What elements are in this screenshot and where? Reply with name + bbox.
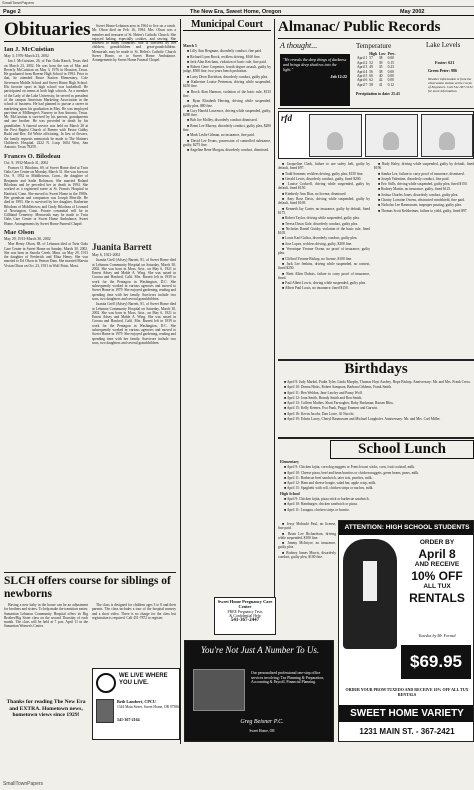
quote-text: "He reveals the deep things of darkness and brings deep shadows into the light."	[283, 57, 347, 72]
obituary-col-1	[4, 44, 88, 569]
accounting-firm: Greg Beisner P.C.	[240, 719, 284, 725]
birthdays-list	[280, 380, 474, 436]
record-entry: ■ Todd Sommer, reckless driving, guilty plea, $150 fine.	[282, 171, 364, 176]
court-entry: ■ David Lee Evans, possession of controlled substance, guilty, $275 fine.	[183, 138, 271, 147]
tuxedo-figure-shirt	[363, 561, 377, 601]
lake-label: Lake Levels	[426, 41, 461, 49]
birthdays-title: Birthdays	[344, 361, 408, 377]
slch-headline: SLCH offers course for siblings of newborns	[4, 575, 171, 600]
temp-cell: 49	[369, 65, 373, 70]
record-entry: ■ Charity Lorraine Owens, obstructed windshield, fine paid.	[378, 198, 465, 203]
tuxedo-store: SWEET HOME VARIETY	[339, 705, 474, 722]
thought-label: A thought...	[280, 41, 318, 50]
lunch-section-label: High School	[280, 491, 300, 496]
temp-cell: 41	[378, 82, 383, 87]
divider	[278, 437, 474, 439]
record-entry: ■ Nicholas Lee Rasmussen, improper passing, guilty plea.	[378, 203, 462, 208]
lunch-items	[280, 497, 474, 512]
temp-cell: 52	[369, 60, 373, 65]
record-entry: ■ Paul Albert Lewis, driving while suspended, guilty plea.	[282, 281, 366, 286]
tuxedo-offer-line: 10% OFF	[411, 569, 463, 583]
temp-cell: 0.00	[387, 69, 394, 74]
court-entry: ■ Robert Gene Carpenter, fourth degree assault, guilty by judge, $500 fine, two years bench probation.	[183, 65, 271, 74]
temp-cell: 58	[369, 82, 373, 87]
birthday-entries	[280, 380, 474, 421]
lunch-entry: ■ April 9: Chicken fajita, corn dog nuggets or French toast sticks, corn, fruit cocktail, milk.	[284, 465, 416, 470]
court-entry: ■ Richard Lynn Brock, reckless driving, $160 fine.	[187, 54, 261, 59]
temp-cell: 40	[378, 74, 383, 79]
record-entry: ■ Amy Rose Davis, driving while suspended, guilty by default, fined $169.	[278, 197, 370, 206]
pregnancy-center-name: Sweet Home Pregnancy Care Center	[217, 599, 273, 609]
record-entry: ■ Joshua Charles Jones, disorderly conduct, guilty plea.	[378, 192, 459, 197]
insurance-headline: WE LIVE WHERE YOU LIVE.	[119, 673, 168, 686]
court-col-2	[278, 522, 336, 636]
court-entry: ■ Rodney James Morris, disorderly conduct, guilty plea, $100 fine.	[278, 550, 336, 560]
record-entry: ■ Clifford Yvonne Bishop, no license, $100 fine.	[282, 256, 353, 261]
obituary-dates: May 29, 1913-March 30, 2002	[4, 236, 51, 241]
court-list	[183, 49, 271, 152]
record-entry: ■ Jose Lopez, reckless driving, guilty, $200 fine.	[282, 241, 353, 246]
court-entry: ■ Jessy Mokashi Paul, no license, fine paid.	[278, 522, 336, 531]
record-entry: ■ Brett Allen Dubois, failure to carry proof of insurance, fined.	[278, 271, 370, 280]
court-entry: ■ Brock Alan Harmon, violation of the basic rule, $135 fine.	[183, 89, 271, 98]
precip-line: Precipitation to date: 25.43	[356, 92, 400, 96]
court-entry: ■ Jack Alan Ketcham, violation of basic rule, fine paid.	[187, 59, 267, 64]
lake-note: Weather information is from the observation station at the Corps of Engineers. Call 541-367-5132 for more information.	[428, 77, 473, 93]
tuxedo-address: 1231 MAIN ST. - 367-2421	[359, 727, 455, 736]
comic-figure	[439, 132, 455, 150]
temp-cell: April 5	[357, 74, 368, 79]
quote-reference: Job 12:22	[330, 74, 347, 79]
temp-cell: April 4	[357, 69, 368, 74]
insurance-address: 1344 Main Street, Sweet Home, OR 97386	[117, 705, 179, 709]
temp-cell: 0.15	[387, 60, 394, 65]
temp-cell: April 7	[357, 82, 368, 87]
obituary-name: Frances O. Bilodeau	[4, 152, 61, 160]
record-entry: ■ Kimberly Ann Dias, no license, dismissed.	[282, 191, 347, 196]
rfd-strip	[278, 111, 474, 159]
temp-cell: 57	[369, 56, 373, 61]
pregnancy-center-line: & Confidential Help	[229, 614, 261, 618]
lunch-entry: ■ April 11: Barbecue beef sandwich, tater tots, peaches, milk.	[284, 475, 373, 480]
record-entry: ■ Albert Paul Louis, no insurance, fined $150.	[282, 286, 349, 291]
issue-date: May 2002	[400, 9, 425, 15]
record-entry: ■ Sandra Lee, failure to carry proof of insurance, dismissed.	[378, 171, 465, 176]
record-entry: ■ Veronique Yvonne Ocean, no proof of insurance, guilty plea.	[278, 247, 370, 256]
juanita-obituary	[92, 240, 176, 568]
record-entry: ■ Gerald Lewis, disorderly conduct, guilty, fined $200.	[282, 176, 362, 181]
obituary-name: Ian J. McCuistian	[4, 46, 55, 53]
record-entry: ■ Kenneth Jay Carter, no insurance, guilty by default, fined $175.	[278, 206, 370, 215]
lunch-items	[280, 465, 474, 490]
record-entry: ■ Louis Karl Galica, disorderly conduct, guilty plea.	[282, 236, 358, 241]
records-list	[278, 162, 370, 291]
temp-cell: 35	[378, 65, 383, 70]
column-rule	[274, 19, 275, 597]
temp-cell: April 2	[357, 60, 368, 65]
slch-text-2	[92, 603, 176, 665]
court-list	[278, 522, 336, 559]
obituary-name: Mae Olson	[4, 228, 35, 236]
tuxedo-ad	[338, 520, 474, 742]
insurance-ad	[92, 668, 180, 740]
obituaries-title: Obituaries	[4, 19, 178, 42]
quote-box	[280, 54, 350, 106]
tuxedo-price-box	[401, 645, 471, 679]
tuxedo-offer	[401, 539, 473, 605]
record-entry: ■ Nicholas Daniel Guidry, violation of the basic rule, fined $105.	[278, 226, 370, 236]
thanks-box	[4, 697, 88, 737]
tuxedo-offer-line: ORDER BY	[419, 539, 455, 546]
tuxedo-price: $69.95	[410, 652, 462, 671]
tuxedo-offer-line: ALL TUX	[423, 583, 451, 590]
temp-cell: April 6	[357, 78, 368, 83]
divider	[278, 108, 474, 109]
comic-figure	[327, 132, 343, 150]
court-entry: ■ Brent Lee Murray, disorderly conduct, guilty plea, $200 fine.	[183, 123, 271, 133]
court-entry: ■ Katherine Louise Peterman, driving while suspended, $250 fine.	[183, 80, 271, 89]
court-col-1	[183, 44, 271, 594]
obituary-dates: May 6, 1921-2002	[92, 253, 121, 257]
court-entry: ■ Bob Joe Molley, disorderly conduct dismissed.	[187, 118, 258, 123]
temp-header: Prec.	[387, 52, 396, 56]
birthday-entry: ■ April 11: Ben Weldon, Jane Lawley and Pansy Wolf.	[284, 390, 363, 395]
lunch-list	[280, 460, 474, 518]
record-entry: ■ Joseph Valentine, disorderly conduct, fine paid.	[378, 176, 450, 181]
temp-row	[356, 83, 397, 87]
slch-text-1	[4, 603, 88, 693]
obituary-text: Juanita Grell (Adsey) Barrett, 81, of Sweet Home died at Lebanon Community Hospital on Saturday, March 30, 2002. She was born in Moss, Ariz., on May 6, 1921 to Ernest Adsey and Mable A. Wing. She was raised in Corona and Hanford, Calif. Mrs. Barrett left in 1939 to work for the Pentagon in Washington, D.C. She subsequently worked in various agencies and moved to Sweet Home in 1979. She enjoyed gardening, reading and spending time with her family. Survivors include two sons, two daughters and several grandchildren.	[92, 302, 176, 345]
temp-cell: 0.23	[387, 65, 394, 70]
scan-header-strip	[0, 0, 474, 7]
court-entry: ■ Lilly Ann Bergman, disorderly conduct, fine paid.	[187, 49, 262, 54]
court-entry: ■ Jimmy McIntyre, no insurance, guilty plea.	[278, 541, 336, 550]
lunch-entry: ■ April 15: Spaghetti with roll, chicken strips or nachos, milk.	[284, 486, 374, 491]
lunch-entry: ■ April 10: Cheese pizza, beef and bean burritos or chicken nuggets, green beans, pears, milk.	[284, 470, 420, 475]
temp-cell: 0.00	[387, 56, 394, 61]
temp-cell: 39	[378, 60, 383, 65]
pregnancy-center-phone: 541-367-2447	[230, 618, 260, 623]
record-entry: ■ Louise Cockrell, driving while suspended, guilty by default, fined $150.	[278, 182, 370, 191]
tuxedo-sub: Tuxedos by Mr. Formal	[418, 633, 456, 638]
accounting-headline: You're Not Just A Number To Us.	[200, 645, 320, 655]
tuxedo-footer: ORDER YOUR PROM TUXEDO AND RECEIVE 10% OFF ALL TUX RENTALS	[345, 687, 469, 697]
lunch-entry: ■ April 12: Ham and cheese hoagie, salad bar, apple crisp, milk.	[284, 481, 377, 486]
obituary-name: Juanita Barrett	[92, 242, 152, 252]
lunch-entry: ■ April 9: Chicken fajita, pizza stick or barbecue sandwich.	[284, 497, 370, 502]
temp-cell: 62	[369, 78, 373, 83]
tuxedo-offer-line: AND RECEIVE	[414, 561, 460, 568]
page-header	[0, 8, 474, 16]
court-entry: ■ Ryan Elizabeth Herring, driving while suspended, guilty plea, $80 fine.	[183, 99, 271, 108]
records-col-1	[278, 162, 370, 357]
record-entry: ■ Rodney Martin, no insurance, guilty, fined $125.	[378, 187, 452, 192]
lunch-title: School Lunch	[330, 440, 474, 459]
record-entry: ■ Rudy Haley, driving while suspended, guilty by default, fined $190.	[374, 162, 474, 171]
lunch-entry: ■ April 10: Hamburger, chicken sandwich or pizza.	[284, 502, 358, 507]
obituary-text: Juanita Grell (Adsey) Barrett, 81, of Sweet Home died at Lebanon Community Hospital on Saturday, March 30, 2002. She was born in Moss, Ariz., on May 6, 1921 to Ernest Adsey and Mable A. Wing. She was raised in Corona and Hanford, Calif. Mrs. Barrett left in 1939 to work for the Pentagon in Washington, D.C. She subsequently worked in various agencies and moved to Sweet Home in 1979. She enjoyed gardening, reading and spending time with her family. Survivors include two sons, two daughters and several grandchildren.	[92, 258, 176, 301]
comic-figure	[383, 132, 399, 150]
temp-header: High	[369, 52, 377, 56]
birthday-entry: ■ April 19: Edwin Lacey, Cheryl Rasmussen and Michael Langhofer. Anniversary: Mr. and Mrs. Carl Miller.	[284, 417, 441, 422]
accounting-text: Our personalized professional one-stop office services involving: Tax Planning & Preparation, Accounting & Payroll, Financial Planning.	[251, 671, 325, 685]
insurance-logo	[96, 673, 116, 693]
divider	[4, 572, 176, 573]
page-number: Page 2	[3, 9, 21, 15]
lunch-section-label: Elementary	[280, 460, 299, 464]
court-title: Municipal Court	[183, 19, 271, 31]
temperature-title: Temperature	[356, 42, 392, 50]
record-entry: ■ Jack Lee Jenkins, driving while suspended, no contest, fined $250.	[278, 261, 370, 271]
record-entry: ■ Teresa Dawn Gale, disorderly conduct, guilty plea.	[282, 221, 359, 226]
accounting-photo	[193, 669, 245, 711]
temp-cell: April 3	[357, 65, 368, 70]
paper-title: The New Era, Sweet Home, Oregon	[190, 9, 282, 15]
temp-header: Low	[378, 52, 386, 56]
court-date: March 5	[183, 44, 197, 48]
birthday-entry: ■ April 9: Judy Markel, Pudin Tyler, Linda Murphy, Thomas Hoyt Ausbey, Hope Bishop. Anniversary: Mr. and Mrs. Frank Cross.	[284, 380, 471, 384]
court-entry: ■ Mark Leslie Gilman, no insurance, fine paid.	[187, 133, 255, 138]
footer-credit: SmallTownPapers	[3, 781, 44, 787]
obituary-text: Frances O. Bilodeau, 69, of Sweet Home died at Twin Oaks Care Center on Monday, March 31. She was born on Oct. 9, 1932 in Middletown, Conn., the daughter of Benjamin and Sadie Robinson. She married Roland Bilodeau and he preceded her in death in 1994. She worked as a registered nurse at St. Francis Hospital in Hartford, Conn. She moved to Sweet Home in the 1980s. Her grandson and companion was Joseph Merrille. He died in 1993. She is survived by her daughter, Katherine Bilodeau of Middletown; and Cindy Bilodeau of Leonard of Newington, Conn. Private committal will be in Gilliland Cemetery. Memorials may be made to Twin Oaks Care Center or Sweet Home Ambulance, Sweet Home. Arrangements by Sweet Home Funeral Chapel.	[4, 165, 88, 226]
obituary-text: Ian J. McCuistian, 26, of Fair Oaks Ranch, Texas died on March 23, 2002. He was born the son of Mac and Beverly McCuistian on May 3, 1976 in Houston, Texas. He graduated from Boerne High School in 1994. Prior to that, he attended Bruce Station Elementary, Cole Stevenson Middle School and Sweet Home High School. His favorite sport in high school was basketball. He participated on teams at both high schools. As a member of the Lady of the Lake University, he served as president of the campus American Marketing Association in the school of business. He had planned to pursue a career in marketing upon his graduation in May. He was employed part-time at Millberger's Nursery in San Antonio, Texas. Mr. McCuistian is survived by his parents, grandparents and one brother. He was preceded in death by his grandfather. A funeral service was held on March 28 at the First Baptist Church of Boerne with Pastor Gabby Rudd and Rev. Ed White officiating. In lieu of flowers, the family requests memorials be made to The Shriners Children's Hospital, 2222 N. Loop 1604 West, San Antonio, Texas 78259.	[4, 59, 88, 150]
insurance-agent-name: Beth Lambert, CPCU	[117, 699, 156, 704]
temp-cell: April 1	[357, 56, 368, 61]
birthday-entry: ■ April 10: Donna Hicks, Robert Sampson, Barbara Gibbens, Frank Smith.	[284, 385, 392, 390]
divider	[278, 38, 474, 39]
court-entry: ■ Brian Lee Richardson, driving while suspended, $100 fine.	[278, 531, 336, 540]
lunch-entry: ■ April 11: Lasagna, chicken strips or burrito.	[284, 507, 350, 512]
records-col-2	[374, 162, 474, 357]
temp-cell: 0.00	[387, 74, 394, 79]
record-entry: ■ Thomas Scott Kelsheimer, failure to yield, guilty, fined $97.	[378, 208, 468, 213]
obituary-continued: Sweet Home-Lebanon area in 1964 to live on a ranch. Mr. Olson died on Feb. 16, 1984. Mrs. Olson was a member and treasurer of St. Helen's Catholic Church. She enjoyed baking, especially cookies, and sewing. She traveled to many countries. She is survived by her children, grandchildren and great-grandchildren. Memorials may be made to St. Helen's Catholic Church Sweet Home, or to Sweet Home Ambulance. Arrangements by Sweet Home Funeral Chapel.	[92, 24, 176, 63]
temp-cell: 42	[378, 78, 383, 83]
court-entry: ■ Angeline Rene Morgan, disorderly conduct, dismissed.	[187, 148, 270, 153]
birthday-entry: ■ April 12: Joan Smith, Brandy Smith and Ron Smith.	[284, 395, 363, 400]
insurance-phone: 541-367-2164	[117, 717, 140, 722]
accounting-ad	[184, 640, 334, 742]
record-entry: ■ Eric Stills, driving while suspended, guilty plea, fined $150.	[378, 182, 468, 187]
record-entry: ■ Jacqueline Clark, failure to use safety belt, guilty by default, fined $97.	[278, 162, 370, 171]
birthday-entry: ■ April 16: Kevin Jacobs, Dan Lowe, Al Nucchi.	[284, 411, 355, 416]
tuxedo-headline: ATTENTION: HIGH SCHOOL STUDENTS	[339, 521, 474, 535]
court-entry: ■ Larry Deon Davidson, disorderly conduct, guilty plea.	[187, 74, 269, 79]
temperature-table	[356, 52, 397, 87]
birthday-entry: ■ April 15: Kelly Keenes, Eva Funk, Peggy Emmert and Garwin.	[284, 406, 378, 411]
temp-cell: 38	[378, 56, 383, 61]
records-list	[374, 162, 474, 213]
tuxedo-offer-line: RENTALS	[409, 591, 465, 605]
court-entry: ■ Cory Harold Lawrence, driving while suspended, guilty, $280 fine.	[183, 108, 271, 118]
almanac-title: Almanac/ Public Records	[278, 19, 441, 35]
insurance-agent-photo	[96, 699, 114, 723]
tuxedo-offer-line: April 8	[418, 547, 456, 561]
temp-cell: 56	[369, 69, 373, 74]
temp-cell: 0.00	[387, 78, 394, 83]
obituary-col-2	[92, 24, 176, 239]
accounting-address: Sweet Home, OR	[249, 729, 275, 733]
obituary-dates: May 3, 1976-March 23, 2002	[4, 54, 49, 58]
column-rule	[180, 19, 181, 744]
temp-cell: 0.12	[387, 82, 394, 87]
rfd-label: rfd	[281, 113, 292, 123]
scan-credit: SmallTownPapers	[2, 0, 35, 5]
obituary-text: Mae Henry Olson, 88, of Lebanon died at Twin Oaks Care Center in Sweet Home on Sunday, March 30, 2002. She was born in Snooks Creek, Minn. on May 29, 1913 the daughter of Frederick and Eliza Henry. She was married to Ed Olson in Vernon Dam. She married Marvin Vivian Olson on Oct. 23, 1931 in Wolf Point, Mont.	[4, 242, 88, 268]
slch-paragraph: The class is designed for children ages 3 to 8 and their parents. The class includes a tour of the hospital nursery and a short video. There is no charge for the class but registration is required. Call 451-7872 to register.	[92, 603, 176, 620]
pregnancy-center-line: FREE Pregnancy Tests	[227, 610, 263, 614]
temp-cell: 60	[369, 74, 373, 79]
slch-paragraph: Having a new baby in the house can be an adjustment for brothers and sisters. To help make the transition easier, Samaritan Lebanon Community Hospital offers its Big Brother/Big Sister class on the second Thursday of each month. The class will be held at 7 p.m. April 11 in the Samaritan Women's Center.	[4, 603, 88, 629]
obituary-dates: Oct. 9, 1932-March 31, 2002	[4, 160, 49, 165]
record-entry: ■ Robert Taylor, driving while suspended, guilty plea.	[282, 216, 360, 221]
temp-cell: 38	[378, 69, 383, 74]
lake-row: Green Peter: 986	[428, 68, 458, 73]
thanks-text: Thanks for reading The New Era and EXTRA. Hometown news, hometown views since 1929!	[6, 699, 86, 718]
lake-row: Foster: 621	[435, 60, 455, 65]
birthday-entry: ■ April 13: Colleen Mathes, Shari Farwagher, Ruby Buckman, Burtan Bliss.	[284, 401, 394, 406]
pregnancy-center-ad	[214, 597, 276, 635]
